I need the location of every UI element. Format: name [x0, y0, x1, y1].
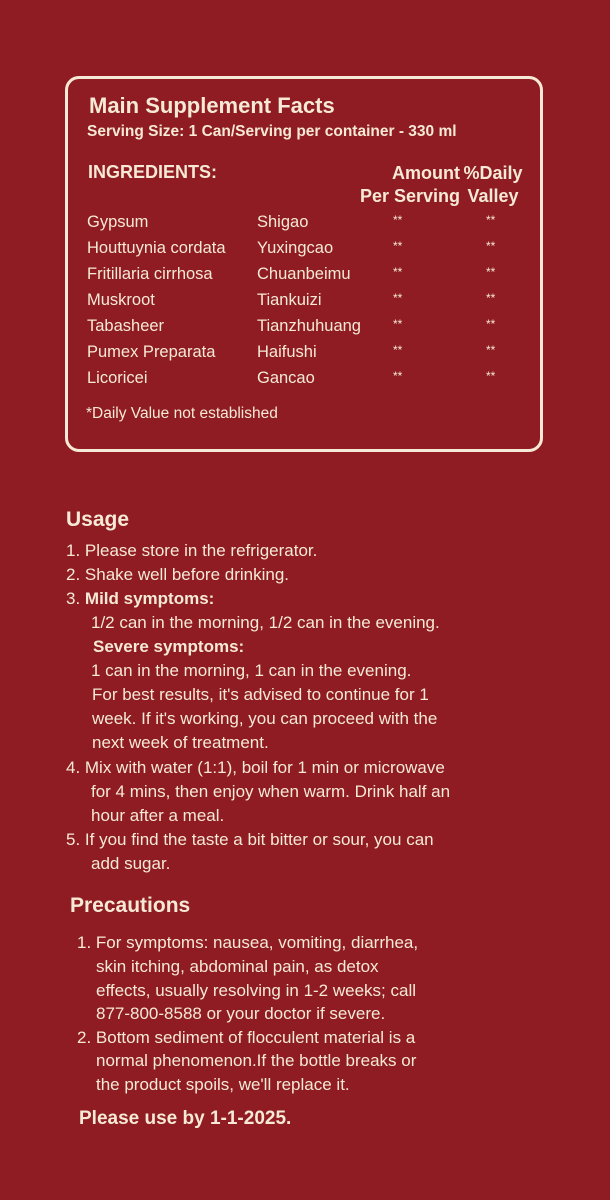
severe-symptoms-label: Severe symptoms: [93, 637, 245, 656]
usage-step-4-line2: for 4 mins, then enjoy when warm. Drink half an [91, 782, 451, 801]
usage-step-4-line3: hour after a meal. [91, 806, 225, 825]
usage-step-3-note-line3: next week of treatment. [92, 733, 269, 752]
usage-step-5-line2: add sugar. [91, 854, 171, 873]
ingredient-pinyin-name: Tiankuizi [257, 291, 322, 309]
use-by-date: Please use by 1-1-2025. [79, 1108, 292, 1129]
usage-severe-dosage: 1 can in the morning, 1 can in the evening. [91, 661, 412, 680]
ingredient-row [68, 239, 540, 263]
usage-step-3-note-line2: week. If it's working, you can proceed with the [92, 709, 438, 728]
amount-header-line1: Amount [392, 163, 460, 183]
usage-step-3-note-line1: For best results, it's advised to continue for 1 [92, 685, 429, 704]
ingredient-amount: ** [393, 369, 403, 383]
ingredient-daily-value: ** [486, 291, 496, 305]
amount-header [340, 162, 460, 208]
ingredient-row [68, 317, 540, 341]
ingredient-daily-value: ** [486, 317, 496, 331]
daily-value-header-line1: %Daily [463, 163, 523, 183]
ingredient-daily-value: ** [486, 239, 496, 253]
ingredient-english-name: Gypsum [87, 213, 149, 231]
ingredient-daily-value: ** [486, 265, 496, 279]
daily-value-header-line2: Valley [467, 186, 519, 206]
ingredient-amount: ** [393, 291, 403, 305]
daily-value-footnote: *Daily Value not established [86, 405, 278, 422]
ingredient-pinyin-name: Gancao [257, 369, 315, 387]
ingredient-row [68, 213, 540, 237]
mild-symptoms-label: Mild symptoms: [84, 589, 215, 608]
precaution-1-line1: 1. For symptoms: nausea, vomiting, diarrhea, [77, 933, 419, 952]
ingredients-header: INGREDIENTS: [88, 162, 218, 182]
precaution-2-line1: 2. Bottom sediment of flocculent material is a [77, 1028, 416, 1047]
ingredient-english-name: Muskroot [87, 291, 155, 309]
ingredient-english-name: Fritillaria cirrhosa [87, 265, 213, 283]
ingredient-pinyin-name: Chuanbeimu [257, 265, 351, 283]
usage-step-1: 1. Please store in the refrigerator. [66, 541, 318, 560]
facts-title: Main Supplement Facts [89, 93, 335, 118]
usage-step-2: 2. Shake well before drinking. [66, 565, 290, 584]
precaution-1-line2: skin itching, abdominal pain, as detox [96, 957, 379, 976]
ingredient-amount: ** [393, 265, 403, 279]
ingredient-row [68, 291, 540, 315]
precaution-2-line2: normal phenomenon.If the bottle breaks or [96, 1051, 417, 1070]
supplement-facts-panel [65, 76, 543, 452]
usage-step-5-line1: 5. If you find the taste a bit bitter or sour, you can [66, 830, 434, 849]
ingredient-pinyin-name: Yuxingcao [257, 239, 334, 257]
usage-heading: Usage [66, 508, 130, 531]
ingredient-row [68, 343, 540, 367]
precaution-2-line3: the product spoils, we'll replace it. [96, 1075, 350, 1094]
ingredient-english-name: Houttuynia cordata [87, 239, 226, 257]
usage-step-3 [66, 588, 214, 610]
precaution-1-line3: effects, usually resolving in 1-2 weeks; call [96, 981, 417, 1000]
daily-value-header [458, 162, 528, 208]
usage-step-4-line1: 4. Mix with water (1:1), boil for 1 min or microwave [66, 758, 445, 777]
ingredient-amount: ** [393, 239, 403, 253]
ingredient-pinyin-name: Shigao [257, 213, 309, 231]
ingredient-amount: ** [393, 343, 403, 357]
usage-mild-dosage: 1/2 can in the morning, 1/2 can in the evening. [91, 613, 440, 632]
usage-step-3-number: 3. [66, 589, 85, 608]
serving-size: Serving Size: 1 Can/Serving per container - 330 ml [87, 123, 457, 140]
ingredient-row [68, 265, 540, 289]
ingredient-english-name: Licoricei [87, 369, 148, 387]
ingredient-daily-value: ** [486, 213, 496, 227]
amount-header-line2: Per Serving [359, 186, 460, 206]
precaution-1-line4: 877-800-8588 or your doctor if severe. [96, 1004, 386, 1023]
ingredient-amount: ** [393, 213, 403, 227]
ingredient-row [68, 369, 540, 393]
ingredient-english-name: Pumex Preparata [87, 343, 216, 361]
precautions-heading: Precautions [70, 894, 191, 917]
ingredient-english-name: Tabasheer [87, 317, 165, 335]
ingredient-daily-value: ** [486, 343, 496, 357]
ingredient-amount: ** [393, 317, 403, 331]
ingredient-pinyin-name: Tianzhuhuang [257, 317, 361, 335]
ingredient-daily-value: ** [486, 369, 496, 383]
ingredient-pinyin-name: Haifushi [257, 343, 317, 361]
